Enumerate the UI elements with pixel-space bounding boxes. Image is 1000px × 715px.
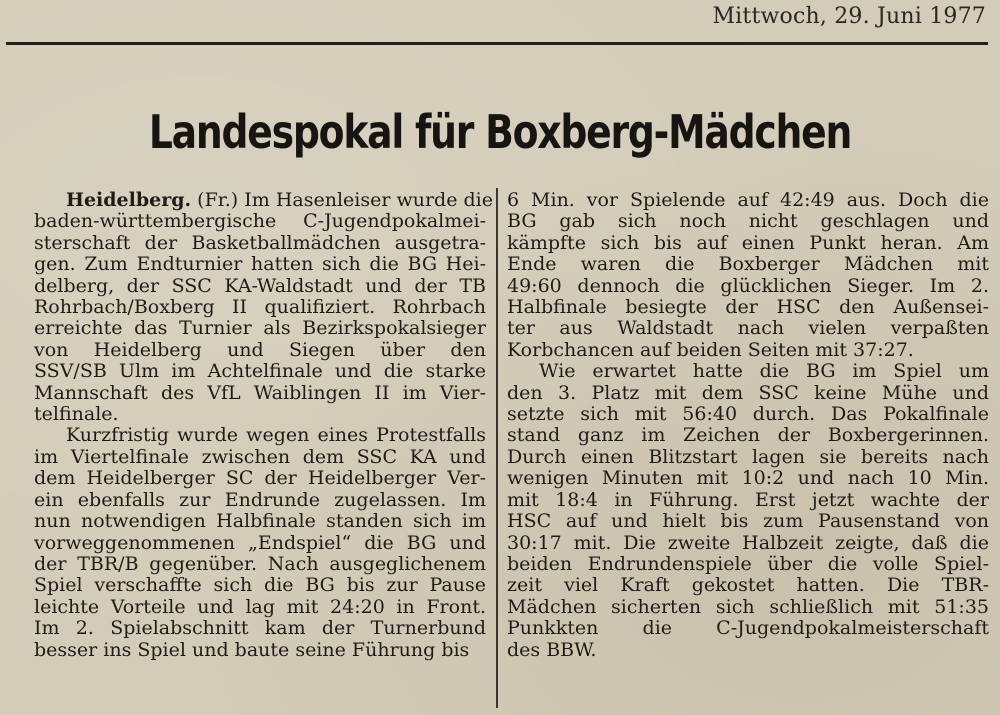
- text-line: besser ins Spiel und baute seine Führung bis: [34, 638, 470, 661]
- text-line: von Heidelberg und Siegen über den: [34, 338, 486, 361]
- paragraph: [507, 361, 989, 661]
- text-line: SSV/SB Ulm im Achtelfinale und die starke: [34, 360, 486, 383]
- text-line: im Viertelfinale zwischen dem SSC KA und: [34, 445, 486, 468]
- text-line: Halbfinale besiegte der HSC den Außensei-: [507, 296, 989, 319]
- text-line: Mädchen sicherten sich schließlich mit 51:35: [507, 595, 989, 618]
- text-line: Kurzfristig wurde wegen eines Protestfalls: [66, 424, 486, 447]
- text-line: Wie erwartet hatte die BG im Spiel um: [539, 360, 989, 383]
- text-line: HSC auf und hielt bis zum Pausenstand von: [507, 510, 989, 533]
- text-line: gen. Zum Endturnier hatten sich die BG Hei-: [34, 253, 486, 276]
- text-line: ter aus Waldstadt nach vielen verpaßten: [507, 317, 989, 340]
- paragraph: [34, 425, 486, 660]
- text-line: Im 2. Spielabschnitt kam der Turnerbund: [34, 617, 486, 640]
- text-line: Spiel verschaffte sich die BG bis zur Pause: [34, 574, 486, 597]
- text-line: Mannschaft des VfL Waiblingen II im Vier-: [34, 381, 486, 404]
- text-line: wenigen Minuten mit 10:2 und nach 10 Min.: [507, 467, 989, 490]
- text-line: mit 18:4 in Führung. Erst jetzt wachte der: [507, 488, 989, 511]
- headline: Landespokal für Boxberg-Mädchen: [148, 105, 852, 159]
- text-line: [34, 189, 493, 211]
- text-line: BG gab sich noch nicht geschlagen und: [507, 210, 989, 233]
- column-divider: [496, 188, 498, 708]
- article-column-right: [507, 190, 989, 661]
- text-fragment: (Fr.) Im Hasenleiser wurde die: [191, 189, 493, 211]
- text-line: Durch einen Blitzstart lagen sie bereits nach: [507, 445, 989, 468]
- text-line: erreichte das Turnier als Bezirkspokalsieger: [34, 317, 486, 340]
- text-line: 6 Min. vor Spielende auf 42:49 aus. Doch die: [507, 189, 989, 211]
- text-line: der TBR/B gegenüber. Nach ausgeglichenem: [34, 552, 486, 575]
- text-line: baden-württembergische C-Jugendpokalmei-: [34, 210, 486, 233]
- text-line: des BBW.: [507, 638, 597, 661]
- text-line: Punkkten die C-Jugendpokalmeisterschaft: [507, 617, 989, 640]
- text-line: dem Heidelberger SC der Heidelberger Ver-: [34, 467, 486, 490]
- text-line: stand ganz im Zeichen der Boxbergerinnen.: [507, 424, 989, 447]
- text-line: 49:60 dennoch die glücklichen Sieger. Im 2.: [507, 274, 989, 297]
- text-line: beiden Endrundenspiele über die volle Spiel-: [507, 552, 989, 575]
- text-line: nun notwendigen Halbfinale standen sich im: [34, 510, 486, 533]
- text-line: telfinale.: [34, 403, 119, 426]
- paragraph: [34, 189, 493, 426]
- text-line: ein ebenfalls zur Endrunde zugelassen. Im: [34, 488, 486, 511]
- header-rule: [6, 42, 988, 45]
- text-line: leichte Vorteile und lag mit 24:20 in Front.: [34, 595, 486, 618]
- text-line: zeit viel Kraft gekostet hatten. Die TBR-: [507, 574, 989, 597]
- text-line: den 3. Platz mit dem SSC keine Mühe und: [507, 381, 989, 404]
- paragraph: [507, 190, 989, 361]
- text-line: kämpfte sich bis auf einen Punkt heran. Am: [507, 231, 989, 254]
- text-line: setzte sich mit 56:40 durch. Das Pokalfinale: [507, 403, 989, 426]
- text-line: Rohrbach/Boxberg II qualifiziert. Rohrbach: [34, 296, 486, 319]
- dateline: Mittwoch, 29. Juni 1977: [712, 4, 986, 29]
- text-line: sterschaft der Basketballmädchen ausgetra-: [34, 231, 486, 254]
- text-line: Korbchancen auf beiden Seiten mit 37:27.: [507, 338, 914, 361]
- article-column-left: [34, 189, 493, 661]
- dateline-place: Heidelberg.: [66, 189, 192, 211]
- text-line: vorweggenommenen „Endspiel“ die BG und: [34, 531, 486, 554]
- text-line: delberg, der SSC KA-Waldstadt und der TB: [34, 274, 486, 297]
- text-line: 30:17 mit. Die zweite Halbzeit zeigte, daß die: [507, 531, 989, 554]
- text-line: Ende waren die Boxberger Mädchen mit: [507, 253, 989, 276]
